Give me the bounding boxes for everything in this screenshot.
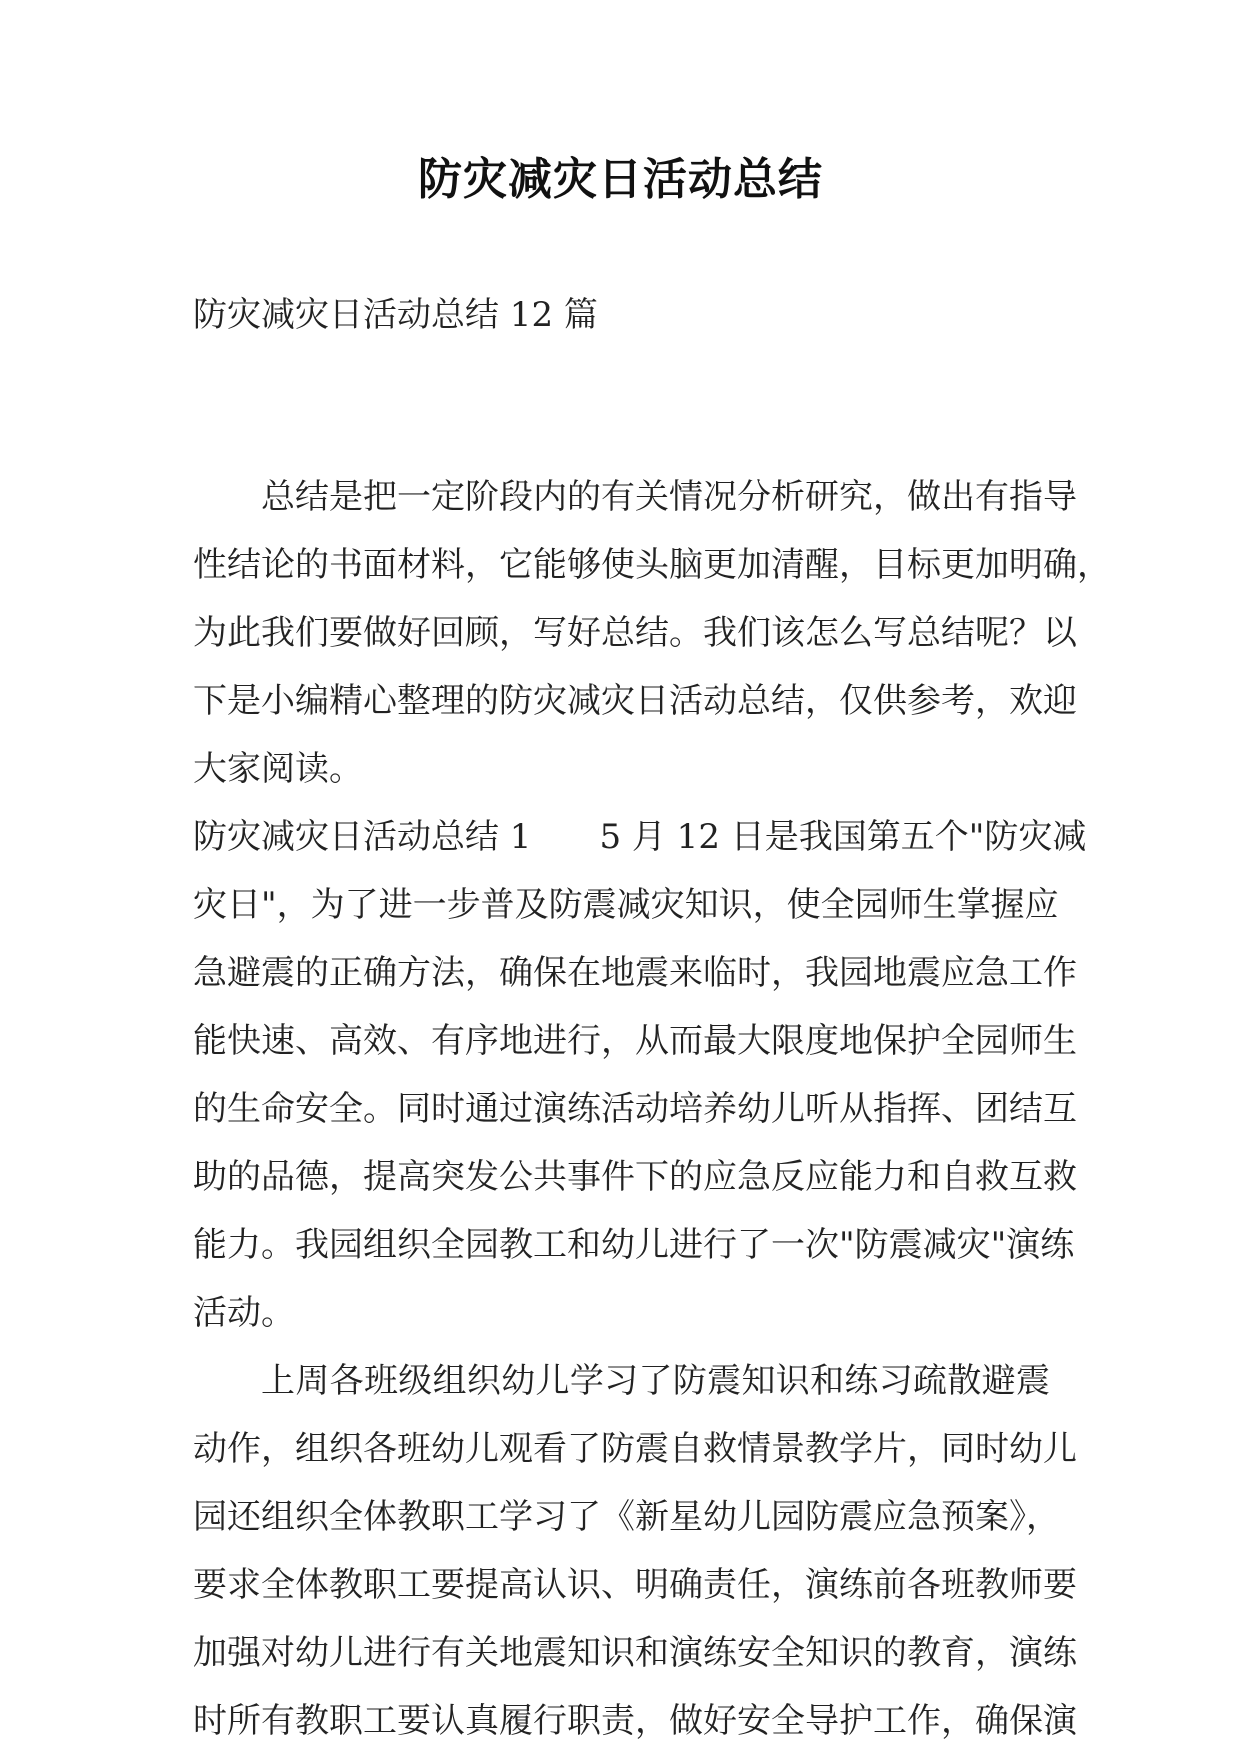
body-text-line: 上周各班级组织幼儿学习了防震知识和练习疏散避震 <box>261 1361 1050 1401</box>
body-text-line: 灾日"，为了进一步普及防震减灾知识，使全园师生掌握应 <box>193 885 1059 925</box>
body-text-line: 助的品德，提高突发公共事件下的应急反应能力和自救互救 <box>193 1157 1077 1197</box>
body-text-line: 大家阅读。 <box>193 749 363 789</box>
body-text-line: 下是小编精心整理的防灾减灾日活动总结，仅供参考，欢迎 <box>193 681 1077 721</box>
body-text-line: 动作，组织各班幼儿观看了防震自救情景教学片，同时幼儿 <box>193 1429 1077 1469</box>
body-text-line: 加强对幼儿进行有关地震知识和演练安全知识的教育，演练 <box>193 1633 1077 1673</box>
body-text-line: 园还组织全体教职工学习了《新星幼儿园防震应急预案》， <box>193 1497 1060 1537</box>
body-text-line: 要求全体教职工要提高认识、明确责任，演练前各班教师要 <box>193 1565 1077 1605</box>
body-text-line: 能力。我园组织全园教工和幼儿进行了一次"防震减灾"演练 <box>193 1225 1075 1265</box>
body-text-line: 性结论的书面材料，它能够使头脑更加清醒，目标更加明确， <box>193 545 1111 585</box>
document-subtitle: 防灾减灾日活动总结 12 篇 <box>193 295 598 335</box>
body-text-line: 总结是把一定阶段内的有关情况分析研究，做出有指导 <box>261 477 1077 517</box>
document-body <box>193 463 1111 1755</box>
body-text-line: 急避震的正确方法，确保在地震来临时，我园地震应急工作 <box>193 953 1077 993</box>
body-text-line: 能快速、高效、有序地进行，从而最大限度地保护全园师生 <box>193 1021 1077 1061</box>
document-title: 防灾减灾日活动总结 <box>418 154 823 205</box>
body-text-line: 为此我们要做好回顾，写好总结。我们该怎么写总结呢？以 <box>193 613 1077 653</box>
body-text-line: 活动。 <box>193 1293 295 1333</box>
body-text-line: 防灾减灾日活动总结 1 5 月 12 日是我国第五个"防灾减 <box>193 817 1087 857</box>
body-text-line: 时所有教职工要认真履行职责，做好安全导护工作，确保演 <box>193 1701 1077 1741</box>
body-text-line: 的生命安全。同时通过演练活动培养幼儿听从指挥、团结互 <box>193 1089 1077 1129</box>
